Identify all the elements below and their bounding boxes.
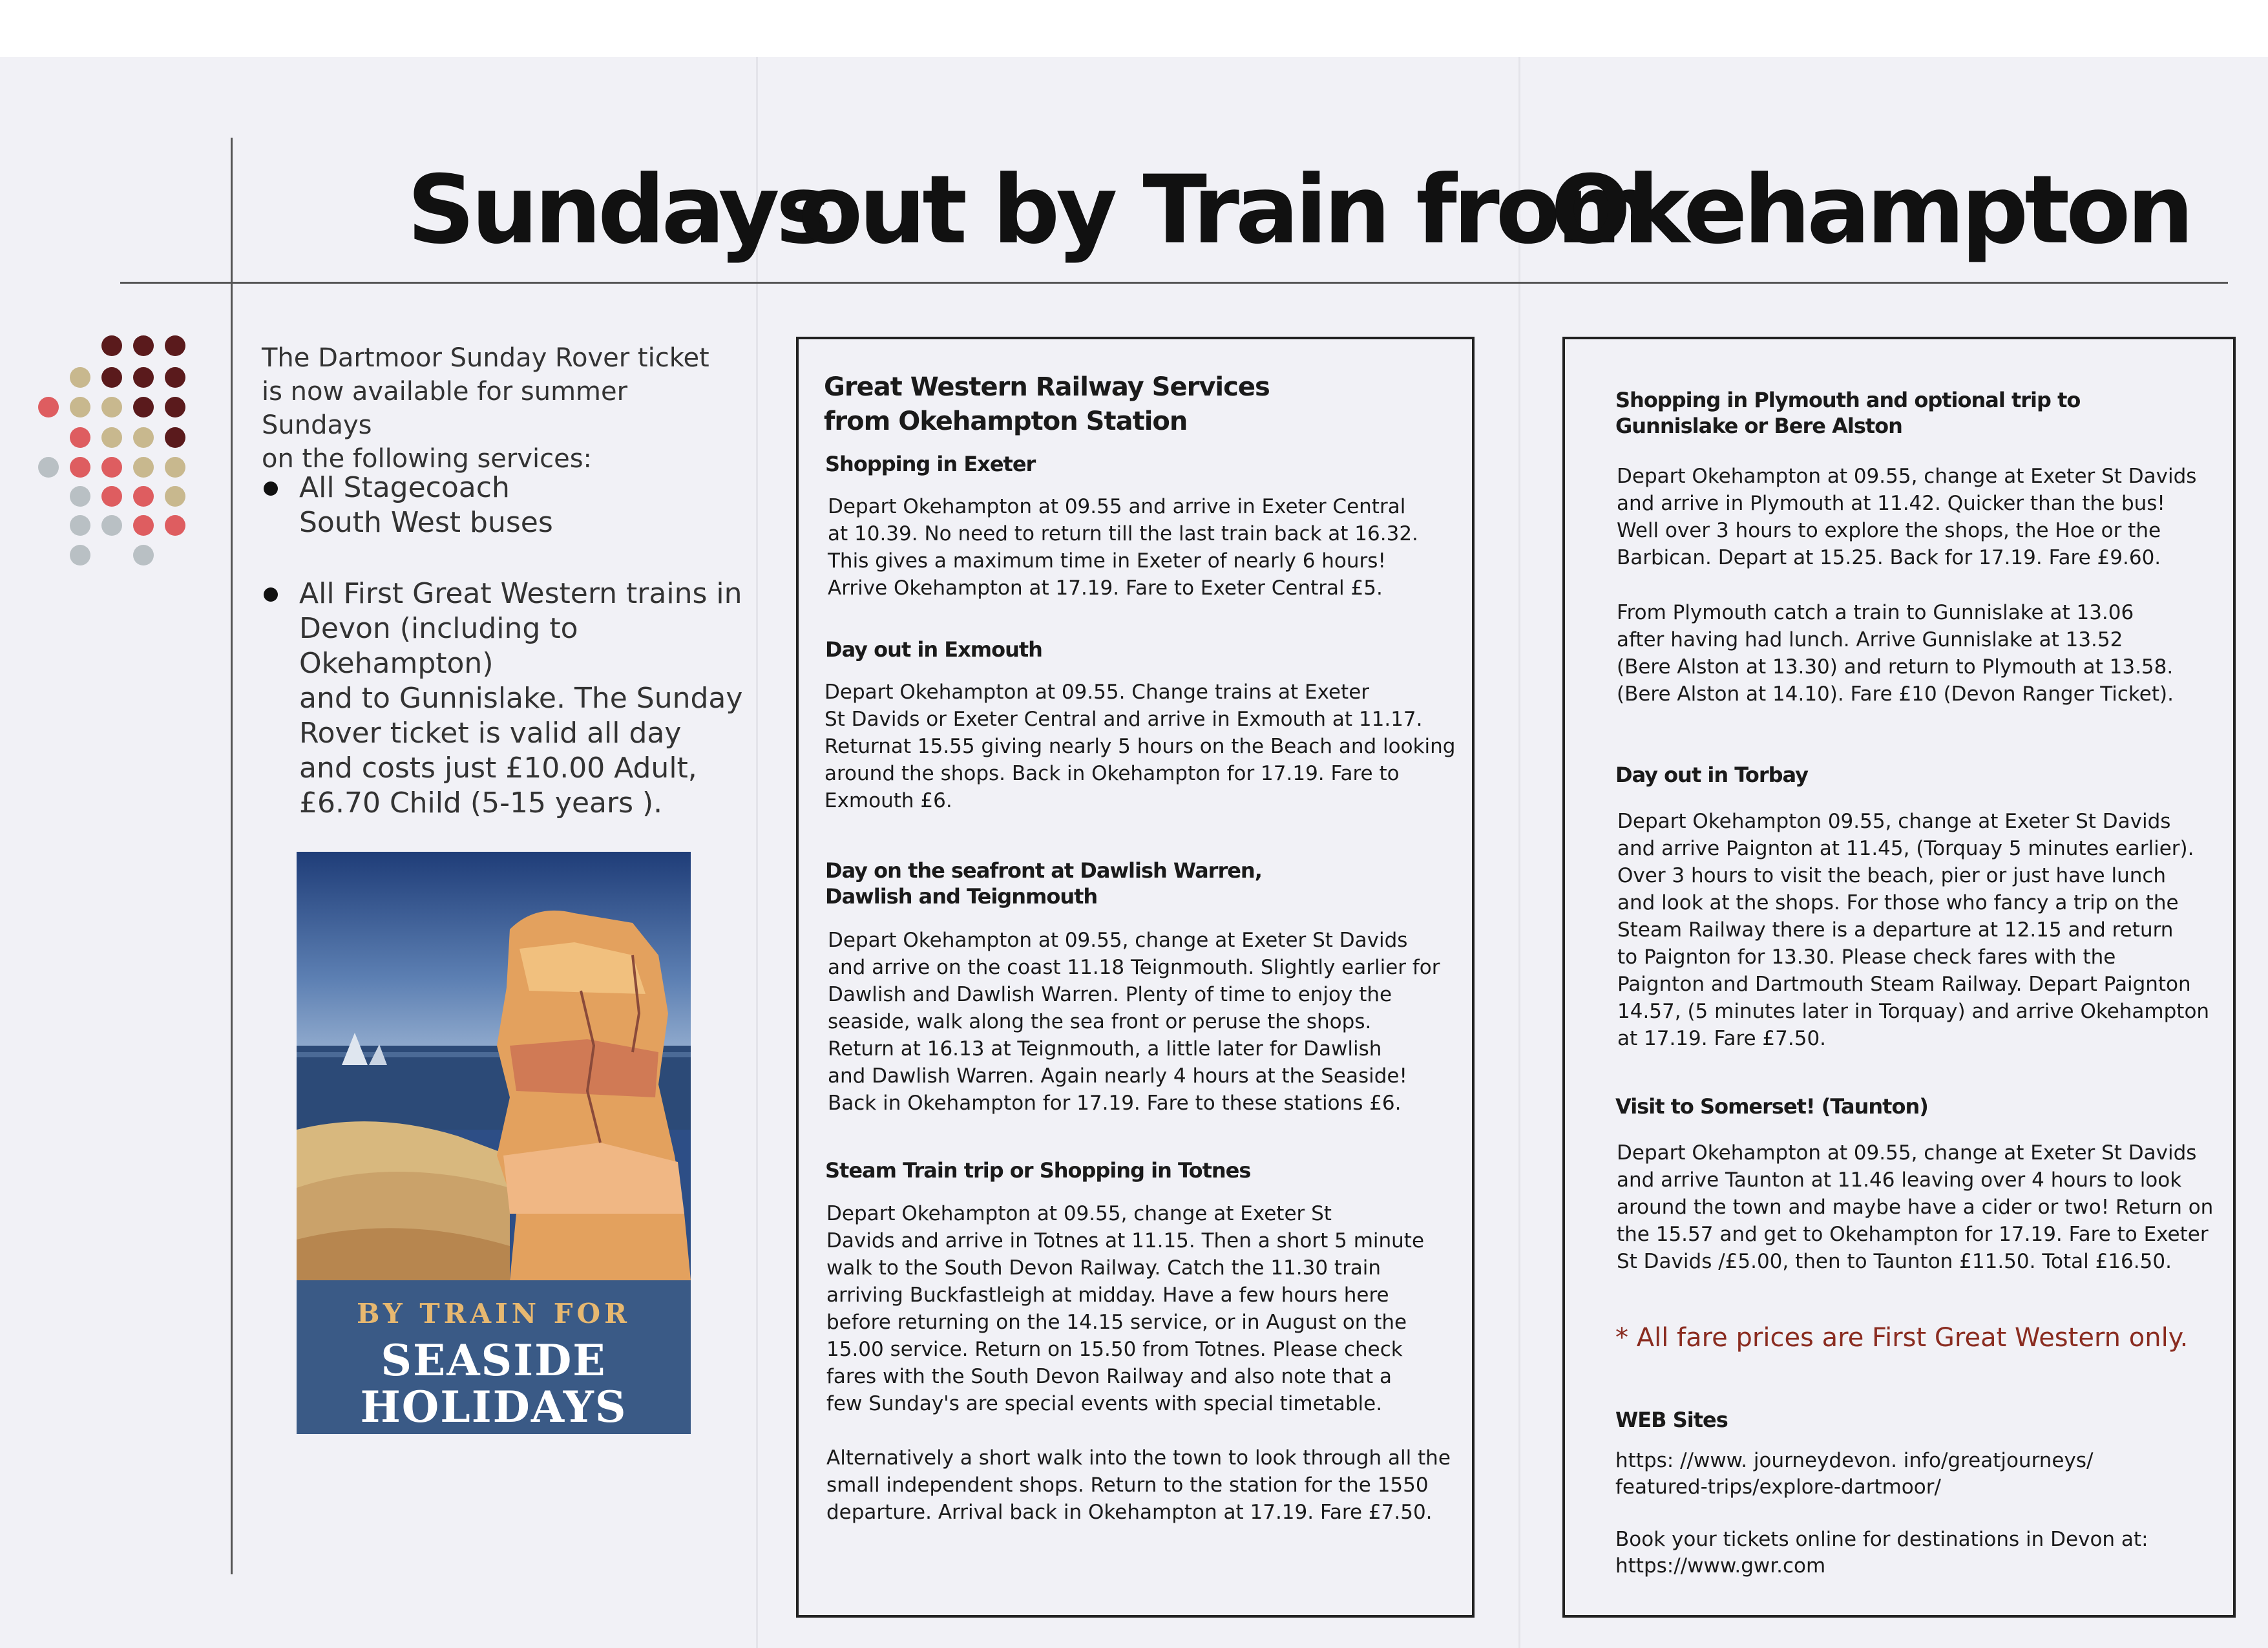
decor-dot (133, 486, 154, 507)
web-url-line: featured-trips/explore-dartmoor/ (1615, 1475, 1941, 1499)
bullet-line: £6.70 Child (5-15 years ). (299, 787, 663, 819)
bullet-dot-icon (264, 481, 278, 496)
body-line: Depart Okehampton at 09.55 and arrive in Exeter Central (828, 495, 1406, 518)
horizontal-rule (120, 282, 2228, 284)
section-title: Shopping in Plymouth and optional trip to (1615, 388, 2081, 412)
decor-dot (165, 397, 185, 417)
body-line: before returning on the 14.15 service, or in August on the (826, 1311, 1407, 1334)
decor-dot (165, 486, 185, 507)
body-line: Well over 3 hours to explore the shops, the Hoe or the (1617, 519, 2161, 542)
body-line: Exmouth £6. (824, 789, 952, 812)
body-line: and arrive Paignton at 11.45, (Torquay 5 minutes earlier). (1617, 837, 2194, 860)
decor-dot (70, 367, 90, 388)
body-line: Depart Okehampton at 09.55, change at Exeter St (826, 1202, 1332, 1225)
bullet-line: All Stagecoach (299, 471, 510, 504)
body-line: departure. Arrival back in Okehampton at 17.19. Fare £7.50. (826, 1501, 1433, 1524)
body-line: the 15.57 and get to Okehampton for 17.19. Fare to Exeter (1617, 1223, 2209, 1246)
decor-dot (101, 515, 122, 536)
booking-line: Book your tickets online for destinations in Devon at: (1615, 1528, 2148, 1551)
body-line: after having had lunch. Arrive Gunnislake at 13.52 (1617, 628, 2123, 651)
intro-line: is now available for summer Sundays (262, 377, 628, 440)
body-line: and arrive Taunton at 11.46 leaving over 4 hours to look (1617, 1168, 2182, 1192)
intro-line: on the following services: (262, 444, 593, 474)
decor-dot (133, 335, 154, 356)
decor-dot (101, 335, 122, 356)
decor-dot (133, 545, 154, 565)
body-line: Depart Okehampton at 09.55, change at Exeter St Davids (828, 929, 1408, 952)
poster-line-2: SEASIDE (381, 1335, 607, 1386)
body-line: Davids and arrive in Totnes at 11.15. Then a short 5 minute (826, 1229, 1425, 1252)
section-title: Shopping in Exeter (825, 452, 1036, 476)
booking-line: https://www.gwr.com (1615, 1554, 1826, 1578)
vertical-rule (231, 138, 233, 1574)
decor-dot (70, 397, 90, 417)
section-title: Gunnislake or Bere Alston (1615, 414, 1902, 438)
body-line: around the shops. Back in Okehampton for 17.19. Fare to (824, 762, 1400, 785)
decor-dot (133, 515, 154, 536)
bullet-item-buses (264, 470, 755, 540)
section-title: Visit to Somerset! (Taunton) (1615, 1094, 1928, 1119)
body-line: Depart Okehampton at 09.55, change at Exeter St Davids (1617, 1141, 2197, 1165)
title-okehampton: Okehampton (1551, 155, 2190, 265)
body-line: around the town and maybe have a cider or two! Return on (1617, 1196, 2214, 1219)
decor-dot (165, 335, 185, 356)
decor-dot (133, 427, 154, 448)
body-line: From Plymouth catch a train to Gunnislake at 13.06 (1617, 601, 2134, 624)
section-title: Steam Train trip or Shopping in Totnes (825, 1158, 1251, 1183)
body-line: at 17.19. Fare £7.50. (1617, 1027, 1827, 1050)
body-line: 15.00 service. Return on 15.50 from Totnes. Please check (826, 1338, 1403, 1361)
fold-line-2 (1518, 57, 1520, 1648)
bullet-line: Rover ticket is valid all day (299, 717, 682, 750)
body-line: Over 3 hours to visit the beach, pier or just have lunch (1617, 864, 2167, 887)
body-line: at 10.39. No need to return till the last train back at 16.32. (828, 522, 1418, 545)
bullet-line: and to Gunnislake. The Sunday (299, 682, 743, 715)
web-sites-title: WEB Sites (1615, 1408, 1728, 1432)
rover-intro (262, 341, 714, 476)
body-line: Depart Okehampton at 09.55. Change trains at Exeter (824, 681, 1370, 704)
bullet-line: All First Great Western trains in (299, 577, 742, 610)
decor-dot (101, 457, 122, 478)
body-line: few Sunday's are special events with special timetable. (826, 1392, 1383, 1415)
decor-dot (70, 486, 90, 507)
body-line: (Bere Alston at 14.10). Fare £10 (Devon Ranger Ticket). (1617, 682, 2174, 706)
seaside-holidays-poster (297, 852, 691, 1434)
body-line: Steam Railway there is a departure at 12.15 and return (1617, 918, 2174, 942)
decor-dot (133, 457, 154, 478)
poster-line-3: HOLIDAYS (360, 1382, 627, 1432)
title-sundays: Sundays (407, 155, 828, 265)
poster-line-1: BY TRAIN FOR (356, 1298, 631, 1329)
fold-line-1 (756, 57, 758, 1648)
decor-dot (70, 515, 90, 536)
body-line: Return at 16.13 at Teignmouth, a little later for Dawlish (828, 1037, 1382, 1061)
bullet-line: Devon (including to Okehampton) (299, 612, 578, 680)
title-out-by-train: out by Train from (798, 155, 1652, 265)
section-title: Day out in Exmouth (825, 637, 1042, 662)
decor-dot (70, 427, 90, 448)
body-line: and arrive in Plymouth at 11.42. Quicker than the bus! (1617, 492, 2165, 515)
decor-dot (38, 397, 59, 417)
body-line: and arrive on the coast 11.18 Teignmouth. Slightly earlier for (828, 956, 1440, 979)
decor-dot (165, 427, 185, 448)
body-line: 14.57, (5 minutes later in Torquay) and arrive Okehampton (1617, 1000, 2210, 1023)
body-line: Depart Okehampton at 09.55, change at Exeter St Davids (1617, 465, 2197, 488)
gwr-heading-line-1: Great Western Railway Services (824, 372, 1270, 402)
body-line: fares with the South Devon Railway and also note that a (826, 1365, 1392, 1388)
body-line: Back in Okehampton for 17.19. Fare to these stations £6. (828, 1092, 1402, 1115)
body-line: to Paignton for 13.30. Please check fares with the (1617, 945, 2116, 969)
body-line: Dawlish and Dawlish Warren. Plenty of time to enjoy the (828, 983, 1392, 1006)
fare-note: * All fare prices are First Great Western only. (1615, 1323, 2189, 1353)
section-title: Day on the seafront at Dawlish Warren, (825, 858, 1262, 883)
decor-dot (101, 486, 122, 507)
body-line: and Dawlish Warren. Again nearly 4 hours at the Seaside! (828, 1064, 1407, 1088)
decor-dot (133, 397, 154, 417)
intro-line: The Dartmoor Sunday Rover ticket (262, 343, 709, 373)
decor-dot (101, 367, 122, 388)
bullet-line: South West buses (299, 506, 553, 539)
coastal-cliff-illustration (297, 852, 691, 1280)
decor-dot (101, 427, 122, 448)
bullet-line: and costs just £10.00 Adult, (299, 752, 697, 785)
body-line: This gives a maximum time in Exeter of nearly 6 hours! (828, 549, 1386, 573)
web-url-line: https: //www. journeydevon. info/greatjourneys/ (1615, 1449, 2094, 1472)
body-line: Barbican. Depart at 15.25. Back for 17.19. Fare £9.60. (1617, 546, 2161, 569)
bullet-dot-icon (264, 587, 278, 602)
body-line: walk to the South Devon Railway. Catch the 11.30 train (826, 1256, 1381, 1280)
body-line: St Davids or Exeter Central and arrive in Exmouth at 11.17. (824, 708, 1423, 731)
decor-dot (165, 515, 185, 536)
body-line: St Davids /£5.00, then to Taunton £11.50. Total £16.50. (1617, 1250, 2172, 1273)
section-title: Dawlish and Teignmouth (825, 884, 1098, 909)
body-line: Depart Okehampton 09.55, change at Exeter St Davids (1617, 810, 2171, 833)
decor-dot (165, 367, 185, 388)
decor-dot (133, 367, 154, 388)
body-line: Returnat 15.55 giving nearly 5 hours on the Beach and looking (824, 735, 1456, 758)
body-line: small independent shops. Return to the station for the 1550 (826, 1474, 1429, 1497)
section-title: Day out in Torbay (1615, 763, 1808, 787)
decor-dot (70, 545, 90, 565)
decor-dot (165, 457, 185, 478)
body-line: seaside, walk along the sea front or peruse the shops. (828, 1010, 1372, 1033)
decor-dot (70, 457, 90, 478)
body-line: Alternatively a short walk into the town to look through all the (826, 1446, 1451, 1470)
decor-dot (101, 397, 122, 417)
body-line: (Bere Alston at 13.30) and return to Plymouth at 13.58. (1617, 655, 2174, 679)
body-line: Arrive Okehampton at 17.19. Fare to Exeter Central £5. (828, 576, 1383, 600)
body-line: arriving Buckfastleigh at midday. Have a few hours here (826, 1284, 1389, 1307)
rover-services-list (264, 470, 755, 857)
body-line: Paignton and Dartmouth Steam Railway. Depart Paignton (1617, 973, 2191, 996)
gwr-heading-line-2: from Okehampton Station (824, 407, 1188, 436)
bullet-item-trains (264, 576, 755, 821)
body-line: and look at the shops. For those who fancy a trip on the (1617, 891, 2179, 914)
decor-dot (38, 457, 59, 478)
